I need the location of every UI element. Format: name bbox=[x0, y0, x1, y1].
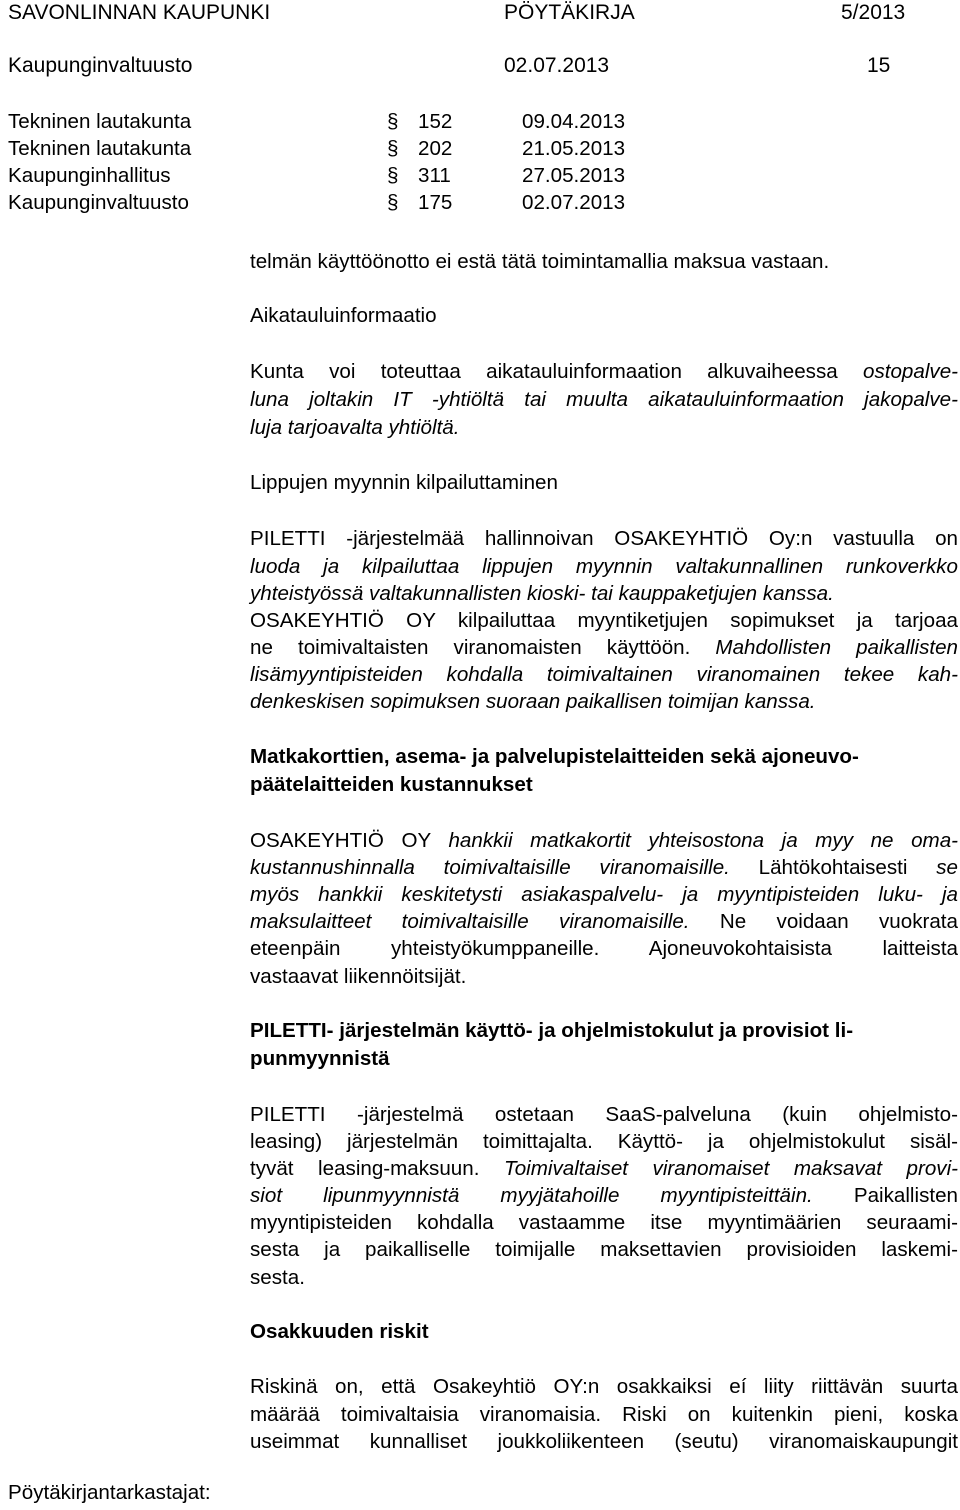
paragraph-line bbox=[250, 1238, 958, 1262]
header-date: 02.07.2013 bbox=[504, 54, 610, 77]
text-run-italic: luna joltakin IT -yhtiöltä tai muulta aikatauluinformaation jakopalve- bbox=[250, 388, 958, 411]
text-run-italic: maksulaitteet toimivaltaisille viranomaisille. bbox=[250, 910, 690, 933]
text-run: myyntipisteiden kohdalla vastaamme itse myyntimäärien seuraami- bbox=[250, 1211, 958, 1234]
text-run: Kunta voi toteuttaa aikatauluinformaation alkuvaiheessa bbox=[250, 360, 863, 383]
ref-date: 27.05.2013 bbox=[522, 164, 626, 187]
ref-body: Kaupunginhallitus bbox=[8, 164, 171, 187]
text-run: Riskinä on, että Osakeyhtiö OY:n osakkaiksi eí liity riittävän suurta bbox=[250, 1375, 958, 1398]
section-heading-timetable-info: Aikatauluinformaatio bbox=[250, 304, 437, 327]
text-run: OSAKEYHTIÖ OY bbox=[250, 829, 449, 852]
document-body bbox=[250, 0, 960, 1510]
header-body: Kaupunginvaltuusto bbox=[8, 54, 193, 77]
text-run: tyvät leasing-maksuun. bbox=[250, 1157, 504, 1180]
text-run: Lähtökohtaisesti bbox=[729, 856, 937, 879]
text-run-italic: lisämyyntipisteiden kohdalla toimivaltainen viranomainen tekee kah- bbox=[250, 663, 958, 686]
intro-line: telmän käyttöönotto ei estä tätä toimintamallia maksua vastaan. bbox=[250, 250, 830, 273]
text-run: PILETTI -järjestelmä ostetaan SaaS-palveluna (kuin ohjelmisto- bbox=[250, 1103, 958, 1126]
text-run-italic: luja tarjoavalta yhtiöltä. bbox=[250, 416, 460, 439]
text-run: ne toimivaltaisten viranomaisten käyttöön. bbox=[250, 636, 716, 659]
text-run-italic: denkeskisen sopimuksen suoraan paikallisen toimijan kanssa. bbox=[250, 690, 816, 713]
section-heading-piletti-costs-cont: punmyynnistä bbox=[250, 1047, 390, 1070]
paragraph-line bbox=[250, 1211, 958, 1235]
ref-date: 02.07.2013 bbox=[522, 191, 626, 214]
section-sign: § bbox=[387, 110, 399, 133]
paragraph-line bbox=[250, 527, 958, 551]
paragraph-line bbox=[250, 555, 958, 579]
ref-body: Tekninen lautakunta bbox=[8, 137, 192, 160]
paragraph-line bbox=[250, 1157, 958, 1181]
paragraph-line bbox=[250, 609, 958, 633]
paragraph-line bbox=[250, 582, 834, 606]
section-heading-piletti-costs: PILETTI- järjestelmän käyttö- ja ohjelmistokulut ja provisiot li- bbox=[250, 1019, 854, 1042]
ref-number: 311 bbox=[418, 164, 451, 187]
text-run-italic: luoda ja kilpailuttaa lippujen myynnin valtakunnallinen runkoverkko bbox=[250, 555, 958, 578]
paragraph-line bbox=[250, 1103, 958, 1127]
text-run-italic: Toimivaltaiset viranomaiset maksavat provi- bbox=[504, 1157, 959, 1180]
text-run: Ne voidaan vuokrata bbox=[689, 910, 958, 933]
paragraph-line: sesta. bbox=[250, 1266, 305, 1289]
ref-date: 09.04.2013 bbox=[522, 110, 626, 133]
ref-number: 152 bbox=[418, 110, 453, 133]
text-run: Paikallisten bbox=[812, 1184, 958, 1207]
ref-body: Kaupunginvaltuusto bbox=[8, 191, 189, 214]
paragraph-line bbox=[250, 636, 958, 660]
text-run: sesta ja paikalliselle toimijalle maksettavien provisioiden laskemi- bbox=[250, 1238, 958, 1261]
text-run-italic: Mahdollisten paikallisten bbox=[715, 636, 958, 659]
text-run: OSAKEYHTIÖ OY kilpailuttaa myyntiketjujen sopimukset ja tarjoaa bbox=[250, 609, 958, 632]
paragraph-line bbox=[250, 829, 958, 853]
text-run: määrää toimivaltaisia viranomaisia. Riski on kuitenkin pieni, koska bbox=[250, 1403, 958, 1426]
paragraph-line bbox=[250, 360, 958, 384]
text-run-italic: ostopalve- bbox=[862, 360, 958, 383]
text-run-italic: myös hankkii keskitetysti asiakaspalvelu- ja myyntipisteiden luku- ja bbox=[250, 883, 958, 906]
text-run-italic: kustannushinnalla toimivaltaisille viranomaisille. bbox=[250, 856, 730, 879]
section-heading-ownership-risks: Osakkuuden riskit bbox=[250, 1320, 429, 1343]
paragraph-line bbox=[250, 1130, 958, 1154]
text-run: leasing) järjestelmän toimittajalta. Käyttö- ja ohjelmistokulut sisäl- bbox=[250, 1130, 958, 1153]
text-run: useimmat kunnalliset joukkoliikenteen (seutu) viranomaiskaupungit bbox=[250, 1430, 958, 1453]
header-doc-no: 5/2013 bbox=[841, 1, 906, 24]
section-heading-ticket-sales: Lippujen myynnin kilpailuttaminen bbox=[250, 471, 558, 494]
paragraph-line: vastaavat liikennöitsijät. bbox=[250, 965, 467, 988]
section-sign: § bbox=[387, 191, 399, 214]
paragraph-line bbox=[250, 1430, 958, 1454]
text-run: PILETTI -järjestelmää hallinnoivan OSAKEYHTIÖ Oy:n vastuulla on bbox=[250, 527, 958, 550]
ref-body: Tekninen lautakunta bbox=[8, 110, 192, 133]
header-page-number: 15 bbox=[867, 54, 891, 77]
header-org: SAVONLINNAN KAUPUNKI bbox=[8, 1, 271, 24]
paragraph-line bbox=[250, 663, 958, 687]
paragraph-line bbox=[250, 910, 958, 934]
text-run-italic: hankkii matkakortit yhteisostona ja myy ne oma- bbox=[448, 829, 959, 852]
paragraph-line bbox=[250, 1184, 958, 1208]
paragraph-line bbox=[250, 1375, 958, 1399]
paragraph-line bbox=[250, 388, 958, 412]
ref-date: 21.05.2013 bbox=[522, 137, 626, 160]
ref-number: 175 bbox=[418, 191, 453, 214]
section-heading-card-costs-cont: päätelaitteiden kustannukset bbox=[250, 773, 533, 796]
paragraph-line bbox=[250, 937, 958, 961]
paragraph-line bbox=[250, 416, 460, 440]
footer-reviewers-label: Pöytäkirjantarkastajat: bbox=[8, 1481, 211, 1504]
section-heading-card-costs: Matkakorttien, asema- ja palvelupistelaitteiden sekä ajoneuvo- bbox=[250, 745, 859, 768]
text-run-italic: siot lipunmyynnistä myyjätahoille myyntipisteittäin. bbox=[250, 1184, 813, 1207]
paragraph-line bbox=[250, 1403, 958, 1427]
paragraph-line bbox=[250, 883, 958, 907]
ref-number: 202 bbox=[418, 137, 453, 160]
paragraph-line bbox=[250, 690, 816, 714]
text-run: eteenpäin yhteistyökumppaneille. Ajoneuvokohtaisista laitteista bbox=[250, 937, 958, 960]
header-doc-type: PÖYTÄKIRJA bbox=[504, 1, 635, 24]
paragraph-line bbox=[250, 856, 958, 880]
section-sign: § bbox=[387, 137, 399, 160]
text-run-italic: yhteistyössä valtakunnallisten kioski- tai kauppaketjujen kanssa. bbox=[250, 582, 834, 605]
text-run-italic: se bbox=[936, 856, 958, 879]
section-sign: § bbox=[387, 164, 399, 187]
